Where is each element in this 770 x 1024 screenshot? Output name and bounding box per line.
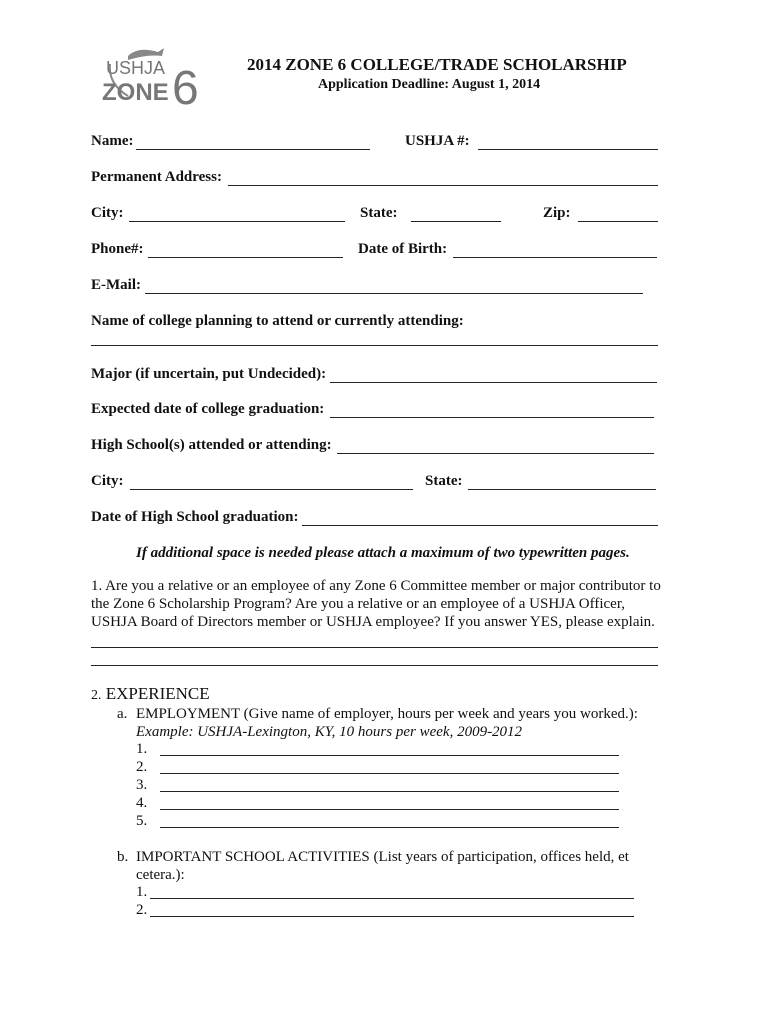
question-1-answer-line-1[interactable] bbox=[91, 647, 658, 648]
employment-item-field[interactable] bbox=[160, 773, 619, 774]
phone-field[interactable] bbox=[148, 257, 343, 258]
activity-item-field[interactable] bbox=[150, 898, 634, 899]
question-1-line-1: 1. Are you a relative or an employee of any Zone 6 Committee member or major contributor to bbox=[91, 578, 661, 594]
graduation-date-field[interactable] bbox=[330, 417, 654, 418]
employment-item-number: 4. bbox=[136, 795, 148, 811]
employment-item-number: 1. bbox=[136, 741, 148, 757]
experience-heading-row bbox=[91, 684, 210, 704]
experience-number: 2. bbox=[91, 688, 102, 703]
school-activities-text-1: IMPORTANT SCHOOL ACTIVITIES (List years of participation, offices held, et bbox=[136, 849, 629, 865]
employment-item-field[interactable] bbox=[160, 809, 619, 810]
additional-space-note: If additional space is needed please attach a maximum of two typewritten pages. bbox=[136, 545, 630, 561]
major-label: Major (if uncertain, put Undecided): bbox=[91, 366, 327, 382]
phone-label: Phone#: bbox=[91, 241, 144, 257]
hs-graduation-label: Date of High School graduation: bbox=[91, 509, 299, 525]
ushja-number-label: USHJA #: bbox=[405, 133, 470, 149]
city-label: City: bbox=[91, 205, 124, 221]
high-school-field[interactable] bbox=[337, 453, 654, 454]
name-label: Name: bbox=[91, 133, 134, 149]
question-1-line-2: the Zone 6 Scholarship Program? Are you a relative or an employee of a USHJA Officer, bbox=[91, 596, 625, 612]
zip-field[interactable] bbox=[578, 221, 658, 222]
school-activities-text-2: cetera.): bbox=[136, 867, 185, 883]
employment-item-field[interactable] bbox=[160, 755, 619, 756]
employment-item-number: 2. bbox=[136, 759, 148, 775]
zip-label: Zip: bbox=[543, 205, 571, 221]
graduation-date-label: Expected date of college graduation: bbox=[91, 401, 325, 417]
date-of-birth-label: Date of Birth: bbox=[358, 241, 448, 257]
logo-zone-number: 6 bbox=[172, 62, 199, 108]
hs-city-field[interactable] bbox=[130, 489, 413, 490]
logo-graphic bbox=[98, 44, 206, 108]
major-field[interactable] bbox=[330, 382, 657, 383]
school-activities-label: b. bbox=[117, 849, 129, 865]
form-title: 2014 ZONE 6 COLLEGE/TRADE SCHOLARSHIP bbox=[247, 55, 627, 74]
state-field[interactable] bbox=[411, 221, 501, 222]
logo-zone-text: ZONE bbox=[102, 79, 169, 106]
ushja-zone6-logo bbox=[98, 44, 206, 108]
hs-city-label: City: bbox=[91, 473, 124, 489]
ushja-number-field[interactable] bbox=[478, 149, 658, 150]
question-1-answer-line-2[interactable] bbox=[91, 665, 658, 666]
permanent-address-field[interactable] bbox=[228, 185, 658, 186]
permanent-address-label: Permanent Address: bbox=[91, 169, 222, 185]
hs-graduation-field[interactable] bbox=[302, 525, 658, 526]
employment-item-field[interactable] bbox=[160, 791, 619, 792]
employment-text: EMPLOYMENT (Give name of employer, hours per week and years you worked.): bbox=[136, 706, 638, 722]
email-field[interactable] bbox=[145, 293, 643, 294]
college-label: Name of college planning to attend or currently attending: bbox=[91, 313, 464, 329]
activity-item-field[interactable] bbox=[150, 916, 634, 917]
experience-heading: EXPERIENCE bbox=[105, 684, 210, 703]
email-label: E-Mail: bbox=[91, 277, 141, 293]
date-of-birth-field[interactable] bbox=[453, 257, 657, 258]
state-label: State: bbox=[360, 205, 398, 221]
high-school-label: High School(s) attended or attending: bbox=[91, 437, 332, 453]
hs-state-label: State: bbox=[425, 473, 463, 489]
college-field[interactable] bbox=[91, 345, 658, 346]
employment-item-number: 5. bbox=[136, 813, 148, 829]
city-field[interactable] bbox=[129, 221, 345, 222]
employment-label: a. bbox=[117, 706, 128, 722]
activity-item-number: 2. bbox=[136, 902, 148, 918]
logo-org-text: USHJA bbox=[106, 58, 166, 78]
activity-item-number: 1. bbox=[136, 884, 148, 900]
question-1-line-3: USHJA Board of Directors member or USHJA employee? If you answer YES, please explain. bbox=[91, 614, 655, 630]
application-deadline: Application Deadline: August 1, 2014 bbox=[318, 77, 541, 92]
name-field[interactable] bbox=[136, 149, 370, 150]
employment-item-field[interactable] bbox=[160, 827, 619, 828]
hs-state-field[interactable] bbox=[468, 489, 656, 490]
employment-example: Example: USHJA-Lexington, KY, 10 hours per week, 2009-2012 bbox=[136, 724, 523, 740]
employment-item-number: 3. bbox=[136, 777, 148, 793]
